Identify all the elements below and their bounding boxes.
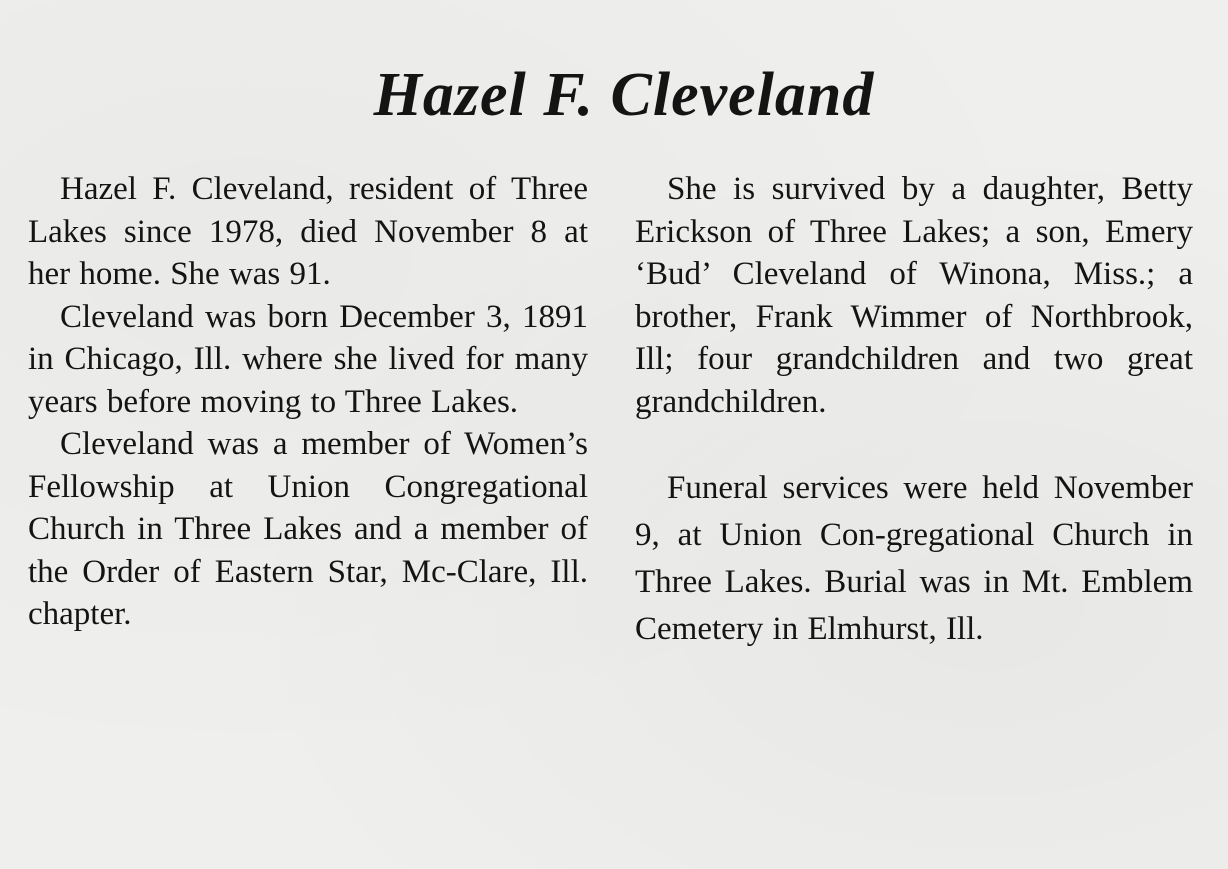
paragraph-residence: Hazel F. Cleveland, resident of Three Lakes since 1978, died November 8 at her home. She was 91. (28, 171, 588, 292)
left-column (28, 168, 588, 636)
right-column (635, 168, 1193, 653)
obituary-headline: Hazel F. Cleveland (373, 61, 875, 129)
paragraph-birth: Cleveland was born December 3, 1891 in Chicago, Ill. where she lived for many years before moving to Three Lakes. (28, 298, 588, 420)
paragraph-survivors: She is survived by a daughter, Betty Erickson of Three Lakes; a son, Emery ‘Bud’ Cleveland of Winona, Miss.; a brother, Frank Wimmer of Northbrook, Ill; four grandchildren and two great grandchildren. (635, 171, 1193, 420)
paragraph-funeral: Funeral services were held November 9, at Union Con-gregational Church in Three Lakes. Burial was in Mt. Emblem Cemetery in Elmhurst, Ill. (635, 470, 1193, 647)
paragraph-memberships: Cleveland was a member of Women’s Fellowship at Union Congregational Church in Three Lakes and a member of the Order of Eastern Star, Mc-Clare, Ill. chapter. (28, 426, 588, 632)
